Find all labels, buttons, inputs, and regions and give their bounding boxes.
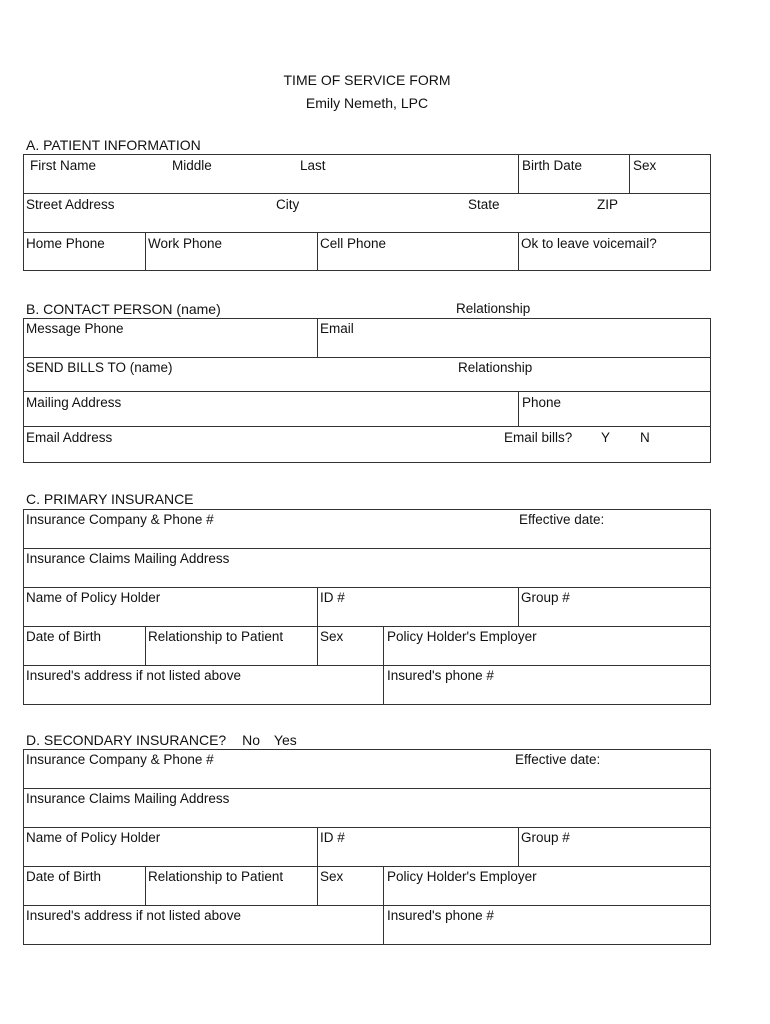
section-a-heading: A. PATIENT INFORMATION (26, 137, 201, 153)
secondary-insurance-table (23, 749, 711, 945)
first-name-field[interactable]: First Name (30, 158, 97, 173)
email-bills-yes-option[interactable]: Y (601, 430, 611, 445)
secondary-claims-address-field[interactable]: Insurance Claims Mailing Address (26, 791, 230, 806)
section-b-heading-text: B. CONTACT PERSON (26, 301, 173, 317)
contact-relationship-label[interactable]: Relationship (456, 301, 531, 316)
secondary-id-field[interactable]: ID # (320, 830, 345, 845)
section-b-heading-suffix: (name) (176, 301, 221, 317)
contact-table (23, 318, 711, 463)
form-title: TIME OF SERVICE FORM (283, 72, 451, 88)
street-address-field[interactable]: Street Address (26, 197, 115, 212)
home-phone-field[interactable]: Home Phone (26, 236, 105, 251)
secondary-insured-phone-field[interactable]: Insured's phone # (387, 908, 494, 923)
middle-name-field[interactable]: Middle (172, 158, 212, 173)
primary-insured-phone-field[interactable]: Insured's phone # (387, 668, 494, 683)
secondary-yes-option[interactable]: Yes (273, 732, 297, 748)
section-d-heading (26, 732, 297, 748)
secondary-sex-field[interactable]: Sex (320, 869, 344, 884)
work-phone-field[interactable]: Work Phone (148, 236, 223, 251)
cell-phone-field[interactable]: Cell Phone (320, 236, 387, 251)
primary-claims-address-field[interactable]: Insurance Claims Mailing Address (26, 551, 230, 566)
mailing-address-field[interactable]: Mailing Address (26, 395, 122, 410)
section-b-heading (26, 301, 221, 317)
email-bills-no-option[interactable]: N (640, 430, 650, 445)
primary-employer-field[interactable]: Policy Holder's Employer (387, 629, 537, 644)
city-field[interactable]: City (276, 197, 300, 212)
primary-policy-holder-field[interactable]: Name of Policy Holder (26, 590, 161, 605)
primary-effective-date-field[interactable]: Effective date: (519, 512, 605, 527)
secondary-insurance-company-field[interactable]: Insurance Company & Phone # (26, 752, 214, 767)
primary-relationship-field[interactable]: Relationship to Patient (148, 629, 284, 644)
message-phone-field[interactable]: Message Phone (26, 321, 124, 336)
contact-email-field[interactable]: Email (320, 321, 354, 336)
form-subtitle: Emily Nemeth, LPC (305, 95, 429, 111)
secondary-no-option[interactable]: No (242, 732, 260, 748)
sex-field[interactable]: Sex (633, 158, 657, 173)
primary-insurance-table (23, 509, 711, 705)
email-address-field[interactable]: Email Address (26, 430, 113, 445)
section-c-heading: C. PRIMARY INSURANCE (26, 491, 194, 507)
secondary-effective-date-field[interactable]: Effective date: (515, 752, 601, 767)
secondary-insured-address-field[interactable]: Insured's address if not listed above (26, 908, 241, 923)
ok-voicemail-field[interactable]: Ok to leave voicemail? (521, 236, 657, 251)
secondary-dob-field[interactable]: Date of Birth (26, 869, 102, 884)
primary-dob-field[interactable]: Date of Birth (26, 629, 102, 644)
last-name-field[interactable]: Last (300, 158, 326, 173)
secondary-relationship-field[interactable]: Relationship to Patient (148, 869, 284, 884)
patient-info-table (23, 154, 711, 271)
state-field[interactable]: State (468, 197, 500, 212)
zip-field[interactable]: ZIP (597, 197, 619, 212)
secondary-policy-holder-field[interactable]: Name of Policy Holder (26, 830, 161, 845)
birth-date-field[interactable]: Birth Date (522, 158, 583, 173)
send-bills-to-field[interactable]: SEND BILLS TO (name) (26, 360, 173, 375)
secondary-group-field[interactable]: Group # (521, 830, 570, 845)
primary-group-field[interactable]: Group # (521, 590, 570, 605)
secondary-employer-field[interactable]: Policy Holder's Employer (387, 869, 537, 884)
primary-id-field[interactable]: ID # (320, 590, 345, 605)
bills-relationship-field[interactable]: Relationship (458, 360, 533, 375)
billing-phone-field[interactable]: Phone (522, 395, 562, 410)
email-bills-label: Email bills? (504, 430, 573, 445)
section-d-heading-text: D. SECONDARY INSURANCE? (26, 732, 227, 748)
primary-insurance-company-field[interactable]: Insurance Company & Phone # (26, 512, 214, 527)
primary-sex-field[interactable]: Sex (320, 629, 344, 644)
primary-insured-address-field[interactable]: Insured's address if not listed above (26, 668, 241, 683)
